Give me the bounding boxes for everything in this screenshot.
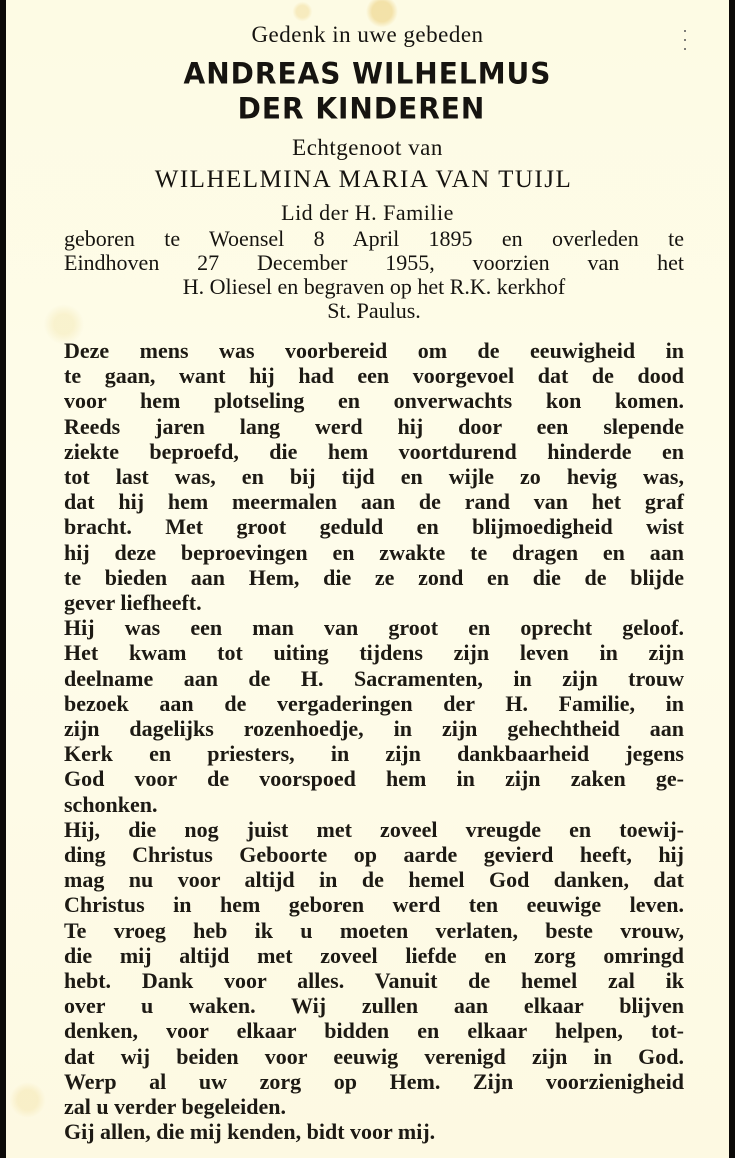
text-line: tot last was, en bij tijd en wijle zo hevig was, xyxy=(64,464,684,490)
text-line: Hij was een man van groot en oprecht geloof. xyxy=(64,615,684,641)
text-line: Reeds jaren lang werd hij door een slepende xyxy=(64,413,684,439)
text-line: over u waken. Wij zullen aan elkaar blijven xyxy=(64,993,684,1019)
vital-line: St. Paulus. xyxy=(327,298,421,323)
vital-details xyxy=(64,227,684,323)
text-line: bezoek aan de vergaderingen der H. Familie, in xyxy=(64,690,684,716)
text-line: denken, voor elkaar bidden en elkaar helpen, tot- xyxy=(64,1018,684,1044)
text-line: schonken. xyxy=(64,791,158,817)
text-line: zal u verder begeleiden. xyxy=(64,1094,286,1120)
text-line: hij deze beproevingen en zwakte te dragen en aan xyxy=(64,539,684,565)
text-line: bracht. Met groot geduld en blijmoedigheid wist xyxy=(64,514,684,540)
text-line: te gaan, want hij had een voorgevoel dat de dood xyxy=(64,363,684,389)
text-line: Gij allen, die mij kenden, bidt voor mij. xyxy=(64,1119,436,1145)
text-line: hebt. Dank voor alles. Vanuit de hemel zal ik xyxy=(64,968,684,994)
text-line: die mij altijd met zoveel liefde en zorg omringd xyxy=(64,942,684,968)
deceased-name-line2: DER KINDEREN xyxy=(237,91,486,126)
text-line: Het kwam tot uiting tijdens zijn leven in zijn xyxy=(64,640,684,666)
text-line: Te vroeg heb ik u moeten verlaten, beste vrouw, xyxy=(64,917,684,943)
text-line: Hij, die nog juist met zoveel vreugde en toewij- xyxy=(64,816,684,842)
text-line: mag nu voor altijd in de hemel God danken, dat xyxy=(64,867,684,893)
spouse-name: WILHELMINA MARIA VAN TUIJL xyxy=(154,166,573,193)
text-line: Deze mens was voorbereid om de eeuwigheid in xyxy=(64,338,684,363)
text-line: Kerk en priesters, in zijn dankbaarheid jegens xyxy=(64,741,684,767)
text-line: ding Christus Geboorte op aarde gevierd heeft, hij xyxy=(64,842,684,868)
text-line: voor hem plotseling en onverwachts kon komen. xyxy=(64,388,684,414)
text-line: te bieden aan Hem, die ze zond en die de blijde xyxy=(64,564,684,590)
text-line: dat wij beiden voor eeuwig verenigd zijn in God. xyxy=(64,1043,684,1069)
text-line: gever liefheeft. xyxy=(64,590,202,616)
vital-line: H. Oliesel en begraven op het R.K. kerkhof xyxy=(182,274,566,299)
deceased-name-line1: ANDREAS WILHELMUS xyxy=(183,56,552,91)
text-line: deelname aan de H. Sacramenten, in zijn trouw xyxy=(64,665,684,691)
text-line: Werp al uw zorg op Hem. Zijn voorzienigheid xyxy=(64,1068,684,1094)
vital-line: geboren te Woensel 8 April 1895 en overleden te xyxy=(64,226,684,251)
prayer-intro: Gedenk in uwe gebeden xyxy=(251,22,484,47)
memorial-card xyxy=(6,0,729,1158)
vital-line: Eindhoven 27 December 1955, voorzien van het xyxy=(64,250,684,275)
text-line: dat hij hem meermalen aan de rand van het graf xyxy=(64,489,684,515)
text-line: God voor de voorspoed hem in zijn zaken ge- xyxy=(64,766,684,792)
text-line: ziekte beproefd, die hem voortdurend hinderde en xyxy=(64,438,684,464)
text-line: zijn dagelijks rozenhoedje, in zijn gehechtheid aan xyxy=(64,716,684,742)
memorial-text xyxy=(64,338,684,1145)
membership: Lid der H. Familie xyxy=(281,200,454,225)
text-line: Christus in hem geboren werd ten eeuwige leven. xyxy=(64,892,684,918)
spouse-label: Echtgenoot van xyxy=(292,135,443,160)
